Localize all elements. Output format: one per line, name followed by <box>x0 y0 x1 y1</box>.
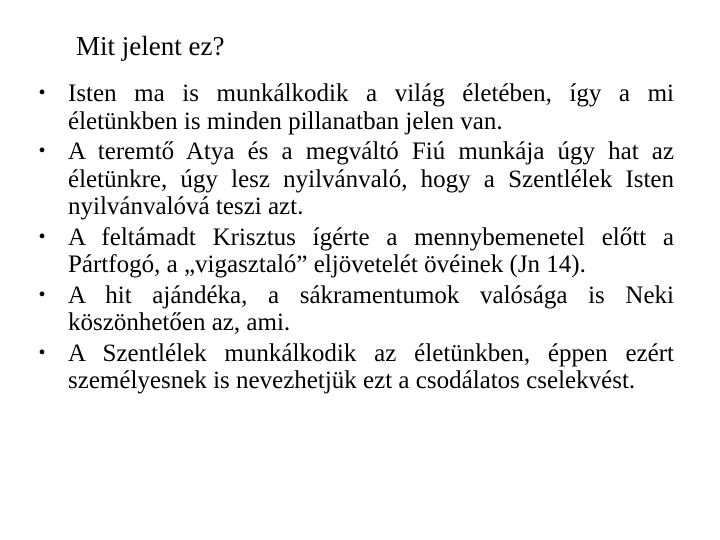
bullet-item <box>24 224 674 279</box>
bullet-list <box>24 80 674 398</box>
bullet-icon: • <box>38 341 46 364</box>
bullet-text: Isten ma is munkálkodik a világ életében, így a mi életünkben is minden pillanatban jelen van. <box>68 80 674 135</box>
bullet-item <box>24 80 674 135</box>
bullet-icon: • <box>38 140 46 162</box>
bullet-item <box>24 282 674 337</box>
bullet-item <box>24 138 674 221</box>
bullet-text: A hit ajándéka, a sákramentumok valósága is Neki köszönhetően az, ami. <box>68 281 674 336</box>
bullet-text: A feltámadt Krisztus ígérte a mennybemenetel előtt a Pártfogó, a „vigasztaló” eljövetelét övéinek (Jn 14). <box>68 223 674 278</box>
bullet-text: A teremtő Atya és a megváltó Fiú munkája úgy hat az életünkre, úgy lesz nyilvánvaló, hogy a Szentlélek Isten nyilvánvalóvá teszi azt. <box>68 138 674 220</box>
bullet-icon: • <box>38 225 46 248</box>
bullet-text: A Szentlélek munkálkodik az életünkben, éppen ezért személyesnek is nevezhetjük ezt a csodálatos cselekvést. <box>68 339 674 394</box>
bullet-item <box>24 340 674 395</box>
bullet-icon: • <box>38 82 46 104</box>
bullet-icon: • <box>38 283 46 306</box>
slide-heading: Mit jelent ez? <box>76 31 225 61</box>
